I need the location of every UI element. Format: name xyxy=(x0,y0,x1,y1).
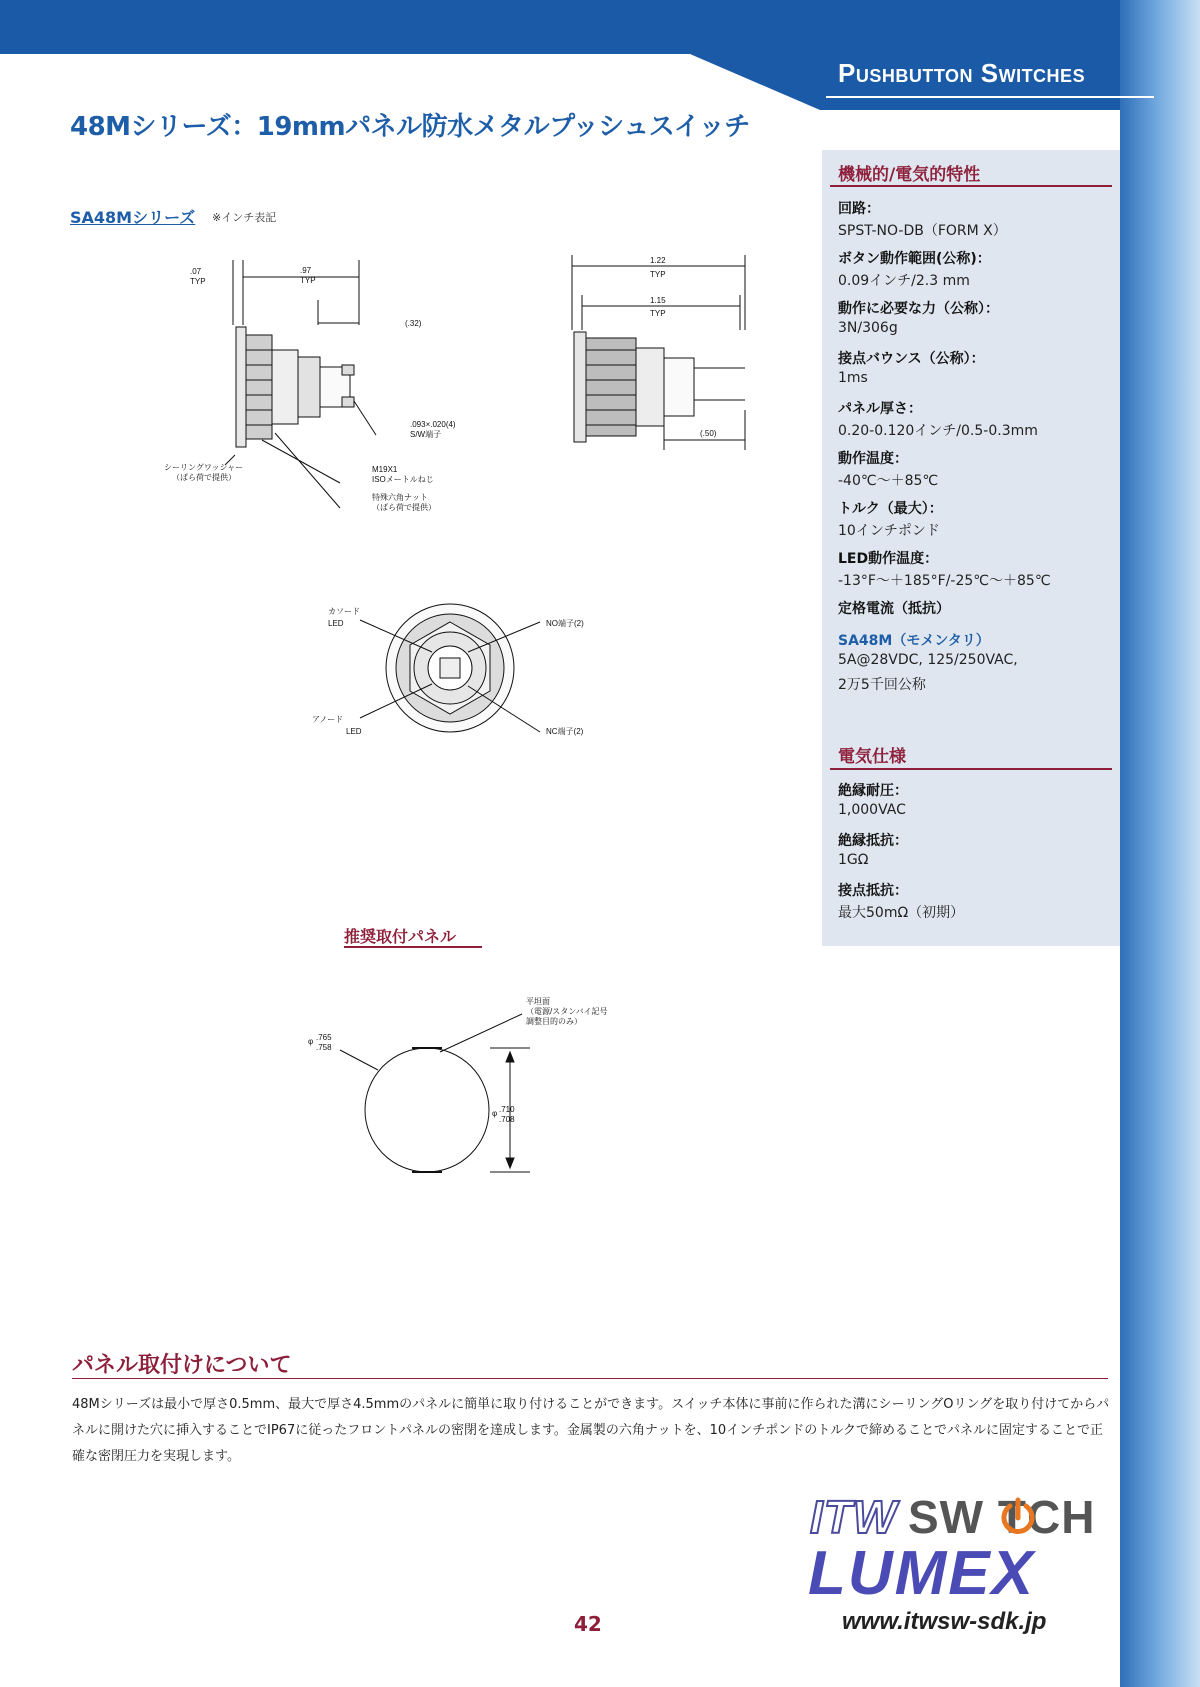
power-icon xyxy=(998,1496,1038,1540)
rating-model: SA48M（モメンタリ） xyxy=(838,633,990,649)
dia-inner-phi: φ xyxy=(492,1109,498,1118)
category-rule xyxy=(826,96,1154,98)
no-terminal-label: NO端子(2) xyxy=(546,619,584,628)
dim-122: 1.22 xyxy=(650,256,666,265)
insulation-resistance-value: 1GΩ xyxy=(838,852,869,868)
circuit-label: 回路： xyxy=(838,201,880,217)
mech-spec-rule xyxy=(830,185,1112,187)
washer-label-2: （ばら荷で提供） xyxy=(172,473,236,482)
bounce-value: 1ms xyxy=(838,370,868,386)
operating-temp-value: -40℃～＋85℃ xyxy=(838,473,939,489)
side-view-2-drawing xyxy=(560,250,760,460)
header-band xyxy=(0,0,1200,110)
anode-label-2: LED xyxy=(346,727,362,736)
dia-inner-1: .710 xyxy=(499,1105,515,1114)
dia-outer-2: .758 xyxy=(316,1043,332,1052)
logo-switch: SW TCH xyxy=(908,1491,1096,1543)
category-title: Pushbutton Switches xyxy=(838,58,1086,88)
rating-label: 定格電流（抵抗） xyxy=(838,601,950,617)
rear-view-drawing xyxy=(310,600,610,750)
thread-label-1: M19X1 xyxy=(372,465,398,474)
cathode-label-1: カソード xyxy=(328,607,360,616)
operating-temp-label: 動作温度： xyxy=(838,451,908,467)
dim-97: .97 xyxy=(300,266,312,275)
dia-outer-1: .765 xyxy=(316,1033,332,1042)
flat-label-2: （電源/スタンバイ記号 xyxy=(526,1007,608,1016)
right-edge-band xyxy=(1120,0,1200,1687)
travel-value: 0.09インチ/2.3 mm xyxy=(838,273,970,289)
series-label: SA48Mシリーズ xyxy=(70,208,196,227)
side-view-drawing xyxy=(150,255,490,525)
mounting-heading: パネル取付けについて xyxy=(72,1353,292,1378)
insulation-voltage-label: 絶縁耐圧： xyxy=(838,783,908,799)
rating-value-1: 5A@28VDC, 125/250VAC, xyxy=(838,652,1018,668)
dia-inner-2: .708 xyxy=(499,1115,515,1124)
mounting-rule xyxy=(72,1378,1108,1379)
led-temp-value: -13°F～＋185°F/-25℃～＋85℃ xyxy=(838,573,1051,589)
nc-terminal-label: NC端子(2) xyxy=(546,727,584,736)
page-number: 42 xyxy=(574,1612,602,1636)
flat-label-3: 調整目的のみ） xyxy=(526,1017,582,1026)
elec-spec-heading: 電気仕様 xyxy=(838,747,906,767)
thread-label-2: ISOメートルねじ xyxy=(372,475,434,484)
logo-lumex: LUMEX xyxy=(808,1539,1035,1608)
series-note: ※インチ表記 xyxy=(212,211,277,224)
contact-resistance-value: 最大50mΩ（初期） xyxy=(838,905,965,921)
force-value: 3N/306g xyxy=(838,320,898,336)
circuit-value: SPST-NO-DB（FORM X） xyxy=(838,223,1007,239)
dim-115: 1.15 xyxy=(650,296,666,305)
dim-07-typ: TYP xyxy=(190,277,206,286)
nut-label-2: （ばら荷で提供） xyxy=(372,503,436,512)
travel-label: ボタン動作範囲(公称)： xyxy=(838,251,991,267)
torque-label: トルク（最大）： xyxy=(838,501,943,517)
dim-122-typ: TYP xyxy=(650,270,666,279)
dim-32: (.32) xyxy=(405,319,422,328)
bounce-label: 接点バウンス（公称）： xyxy=(838,351,985,367)
flat-label-1: 平坦面 xyxy=(526,997,550,1006)
dia-outer-phi: φ xyxy=(308,1037,314,1046)
panel-thickness-value: 0.20-0.120インチ/0.5-0.3mm xyxy=(838,423,1038,439)
logo-itw: ITW xyxy=(810,1491,898,1543)
anode-label-1: アノード xyxy=(312,715,344,724)
panel-cutout-drawing xyxy=(300,990,640,1190)
led-temp-label: LED動作温度： xyxy=(838,551,939,567)
mech-spec-heading: 機械的/電気的特性 xyxy=(838,165,981,185)
panel-thickness-label: パネル厚さ： xyxy=(838,401,922,417)
terminal-dim: .093×.020(4) xyxy=(410,420,456,429)
insulation-resistance-label: 絶縁抵抗： xyxy=(838,833,908,849)
cathode-label-2: LED xyxy=(328,619,344,628)
dim-50: (.50) xyxy=(700,429,717,438)
contact-resistance-label: 接点抵抗： xyxy=(838,883,908,899)
panel-heading: 推奨取付パネル xyxy=(344,927,457,946)
dim-97-typ: TYP xyxy=(300,276,316,285)
spec-panel xyxy=(822,150,1120,946)
force-label: 動作に必要な力（公称）： xyxy=(838,301,999,317)
panel-heading-rule xyxy=(344,946,482,948)
rating-value-2: 2万5千回公称 xyxy=(838,677,926,693)
website-url[interactable]: www.itwsw-sdk.jp xyxy=(842,1608,1047,1635)
dim-115-typ: TYP xyxy=(650,309,666,318)
washer-label-1: シーリングワッシャー xyxy=(164,463,244,472)
dim-07: .07 xyxy=(190,267,202,276)
insulation-voltage-value: 1,000VAC xyxy=(838,802,906,818)
elec-spec-rule xyxy=(830,768,1112,770)
terminal-label: S/W端子 xyxy=(410,430,442,439)
page-title: 48Mシリーズ：19mmパネル防水メタルプッシュスイッチ xyxy=(70,112,750,142)
torque-value: 10インチポンド xyxy=(838,523,940,539)
mounting-body: 48Mシリーズは最小で厚さ0.5mm、最大で厚さ4.5mmのパネルに簡単に取り付けることができます。スイッチ本体に事前に作られた溝にシーリングOリングを取り付けてからパネルに開けた穴に挿入することでIP67に従ったフロントパネルの密閉を達成します。金属製の六角ナットを、10インチポンドのトルクで締めることでパネルに固定することで正確な密閉圧力を実現します。 xyxy=(72,1397,1110,1464)
nut-label-1: 特殊六角ナット xyxy=(372,493,428,502)
